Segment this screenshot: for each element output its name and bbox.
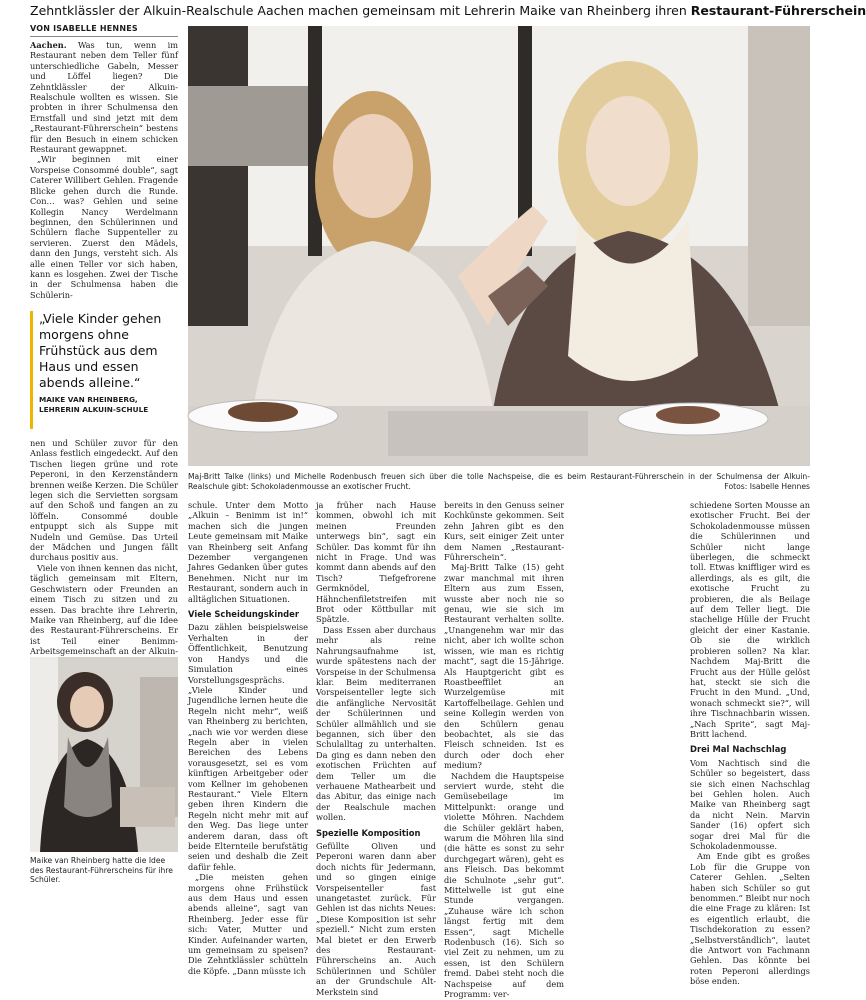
paragraph: Dass Essen aber durchaus mehr als reine Nahrungsaufnahme ist, wurde spätestens nach der Vorspeise in der Schulmensa klar. Beim mediterranen Vorspeisenteller legte sich die anfängliche Nervosität der Schülerinnen und Schüler allmählich und sie begannen, sich über den Schulalltag zu unterhalten. Da ging es dann neben den exotischen Früchten auf dem Teller um die verhauene Mathearbeit und das Abitur, das einige nach der Realschule machen wollen. [316, 624, 436, 823]
headline-text: Zehntklässler der Alkuin-Realschule Aachen machen gemeinsam mit Lehrerin Maike van Rheinberg ihren [30, 3, 691, 18]
paragraph: ja früher nach Hause kommen, obwohl ich mit meinen Freunden unterwegs bin“, sagt ein Schüler. Das kommt für ihn nicht in Frage. Und was kommt dann abends auf den Tisch? Tiefgefrorene Germknödel, Hähnchenfiletstreifen mit Brot oder Köttbullar mit Spätzle. [316, 500, 436, 625]
paragraph: Vom Nachtisch sind die Schüler so begeistert, dass sie sich einen Nachschlag bei Gehlen holen. Auch Maike van Rheinberg sagt da nicht Nein. Marvin Sander (16) opfert sich sogar drei Mal für die Schokoladenmousse. [690, 757, 810, 851]
paragraph: Gefüllte Oliven und Peperoni waren dann aber doch nichts für Jedermann, und so gingen einige Vorspeisenteller fast unangetastet zurück. Für Gehlen ist das nichts Neues: „Diese Komposition ist sehr speziell.“ Nicht zum ersten Mal bietet er den Erwerb des Restaurant-Führerscheins an. Auch Schülerinnen und Schüler an der Grundschule Alt-Merkstein sind [316, 841, 436, 997]
subheading: Viele Scheidungskinder [188, 609, 299, 620]
paragraph: Am Ende gibt es großes Lob für die Gruppe von Caterer Gehlen. „Selten haben sich Schüler so gut benommen.“ Bleibt nur noch die eine Frage zu klären: Ist es eigentlich erlaubt, die Tischdekoration zu essen? „Selbstverständlich“, lautet die Antwort von Fachmann Gehlen. Das könnte bei roten Peperoni allerdings böse enden. [690, 851, 810, 987]
quote-attribution: MAIKE VAN RHEINBERG, LEHRERIN ALKUIN-SCHULE [39, 395, 149, 414]
column-5 [690, 500, 810, 987]
paragraph: Dazu zählen beispielsweise Verhalten in der Öffentlichkeit, Benutzung von Handys und die Simulation eines Vorstellungsgesprächs. „Viele Kinder und Jugendliche lernen heute die Regeln nicht mehr“, weiß van Rheinberg zu berichten, „nach wie vor werden diese Regeln aber in vielen Bereichen des Lebens vorausgesetzt, sei es vom künftigen Arbeitgeber oder vom Kellner im gehobenen Restaurant.“ Viele Eltern geben ihren Kindern die Regeln nicht mehr mit auf den Weg. Das liege unter anderem daran, dass oft beide Elternteile berufstätig seien und deshalb die Zeit dafür fehle. [188, 622, 308, 872]
teacher-photo-caption: Maike van Rheinberg hatte die Idee des Restaurant-Führerscheins für ihre Schüler. [30, 856, 173, 885]
paragraph: schiedene Sorten Mousse an exotischer Frucht. Bei der Schokoladenmousse müssen die Schülerinnen und Schüler nicht lange überlegen, die schmeckt toll. Etwas kniffliger wird es allerdings, als es gilt, die exotische Frucht zu probieren, die als Beilage auf dem Teller liegt. Die stachelige Hülle der Frucht gleicht der einer Kastanie. Ob sie die wirklich probieren sollen? Na klar. Nachdem Maj-Britt die Frucht aus der Hülle gelöst hat, steckt sie sich die Frucht in den Mund. „Und, wonach schmeckt sie?“, will ihre Tischnachbarin wissen. „Nach Sprite“, sagt Maj-Britt lachend. [690, 500, 810, 739]
paragraph: Aachen. Was tun, wenn im Restaurant neben dem Teller fünf unterschiedliche Gabeln, Messer und Löffel liegen? Die Zehntklässler der Alkuin-Realschule wollten es wissen. Sie probten in ihrer Schulmensa den Ernstfall und sind jetzt mit dem „Restaurant-Führerschein“ bestens für den Besuch in einem schicken Restaurant gewappnet. [30, 40, 178, 155]
paragraph: Maj-Britt Talke (15) geht zwar manchmal mit ihren Eltern aus zum Essen, wusste aber noch nie so genau, wie sie sich im Restaurant verhalten sollte. „Unangenehm war mir das nicht, aber ich wollte schon wissen, wie man es richtig macht“, sagt die 15-Jährige. Als Hauptgericht gibt es Roastbeeffilet an Wurzelgemüse mit Kartoffelbeilage. Gehlen und seine Kollegin werden von den Schülern genau beobachtet, als sie das Fleisch schneiden. Ist es durch oder doch eher medium? [444, 562, 564, 771]
photo-teacher-portrait [30, 657, 178, 852]
paragraph: Nachdem die Hauptspeise serviert wurde, steht die Gemüsebeilage im Mittelpunkt: orange und violette Möhren. Nachdem die Schüler geklärt haben, warum die Möhren lila sind (die hätte es sonst zu sehr durchgegart wären), geht es ans Fleisch. Das bekommt die Schulnote „sehr gut“. Mittelwelle ist gut eine Stunde vergangen. „Zuhause wäre ich schon längst fertig mit dem Essen“, sagt Michelle Rodenbusch (16). Sich so viel Zeit zu nehmen, um zu essen, ist den Schülern fremd. Dabei steht noch die Nachspeise auf dem Programm: ver- [444, 770, 564, 1000]
pull-quote [30, 311, 180, 429]
dateline: Aachen. [30, 40, 67, 50]
headline-bold: Restaurant-Führerschein [690, 3, 866, 18]
photo-credit: Fotos: Isabelle Hennes [724, 481, 810, 491]
main-photo-caption: Maj-Britt Talke (links) und Michelle Rodenbusch freuen sich über die tolle Nachspeise, die es beim Restaurant-Führerschein in der Schulmensa der Alkuin-Realschule gibt: Schokoladenmousse an exotischer Frucht. Fotos: Isabelle Hennes [188, 472, 810, 491]
column-2 [188, 500, 308, 976]
article-headline [30, 2, 866, 20]
paragraph: „Die meisten gehen morgens ohne Frühstück aus dem Haus und essen abends alleine“, sagt van Rheinberg. Jeder esse für sich: Vater, Mutter und Kinder. Aufeinander warten, um gemeinsam zu speisen? Die Zehntklässler schütteln die Köpfe. „Dann müsste ich [188, 872, 308, 976]
paragraph: schule. Unter dem Motto „Alkuin – Benimm ist in!“ machen sich die jungen Leute gemeinsam mit Maike van Rheinberg seit Anfang Dezember vergangenen Jahres Gedanken über gutes Benehmen. Nicht nur im Restaurant, sondern auch in alltäglichen Situationen. [188, 500, 308, 604]
photo-students-eating-dessert [188, 26, 810, 466]
paragraph: Viele von ihnen kennen das nicht, täglich gemeinsam mit Eltern, Geschwistern oder Freunden an einem Tisch zu sitzen und zu essen. Das brachte ihre Lehrerin, Maike van Rheinberg, auf die Idee des Restaurant-Führerscheins. Er ist Teil einer Benimm-Arbeitsgemeinschaft an der Alkuin- [30, 562, 178, 657]
subheading: Spezielle Komposition [316, 827, 421, 838]
quote-text: „Viele Kinder gehen morgens ohne Frühstück aus dem Haus und essen abends alleine.“ [39, 311, 162, 390]
paragraph: bereits in den Genuss seiner Kochkünste gekommen. Seit zehn Jahren gibt es den Kurs, seit einiger Zeit unter dem Namen „Restaurant-Führerschein“. [444, 500, 564, 563]
subheading: Drei Mal Nachschlag [690, 744, 787, 755]
paragraph: „Wir beginnen mit einer Vorspeise Consommé double“, sagt Caterer Willibert Gehlen. Fragende Blicke gehen durch die Runde. Con… was? Gehlen und seine Kollegin Nancy Werdelmann beginnen, den Schülerinnen und Schülern flache Suppenteller zu servieren. Zuerst den Mädels, dann den Jungs, versteht sich. Als alle einen Teller vor sich haben, kann es losgehen. Zwei der Tische in der Schulmensa haben die Schülerin- [30, 154, 178, 300]
teacher-photo [30, 657, 178, 852]
column-4 [444, 500, 564, 1000]
column-1-top [30, 40, 178, 305]
paragraph: nen und Schüler zuvor für den Anlass festlich eingedeckt. Auf den Tischen liegen grüne und rote Peperoni, in den Kerzenständern brennen weiße Kerzen. Die Schüler legen sich die Servietten sorgsam auf den Schoß und fangen an zu löffeln. Consommé double entpuppt sich als Suppe mit Nudeln und Gemüse. Das Urteil der Mädchen und Jungen fällt durchaus positiv aus. [30, 438, 178, 563]
column-3 [316, 500, 436, 997]
column-1-bottom [30, 438, 178, 657]
main-photo [188, 26, 810, 466]
byline: VON ISABELLE HENNES [30, 24, 178, 37]
